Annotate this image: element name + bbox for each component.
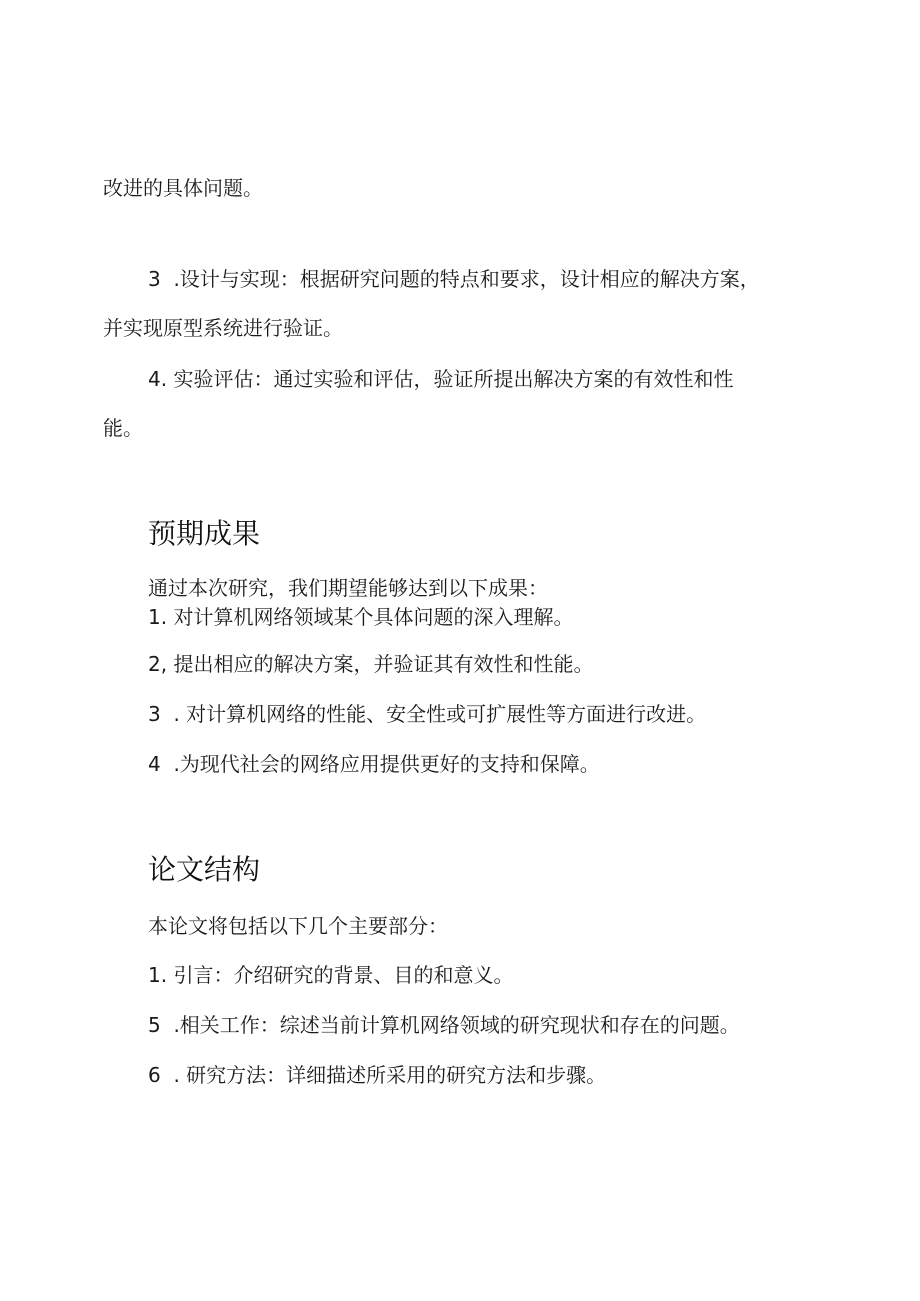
- section-intro: 通过本次研究，我们期望能够达到以下成果：: [148, 576, 548, 600]
- paragraph-line: 改进的具体问题。: [103, 176, 263, 200]
- list-item: 1. 引言：介绍研究的背景、目的和意义。: [148, 963, 514, 987]
- paragraph-line: 能。: [103, 416, 143, 440]
- section-heading-paper-structure: 论文结构: [148, 853, 261, 886]
- list-item: 3 . 对计算机网络的性能、安全性或可扩展性等方面进行改进。: [148, 702, 707, 726]
- paragraph-line: 4. 实验评估：通过实验和评估，验证所提出解决方案的有效性和性: [148, 367, 734, 391]
- list-item: 6 . 研究方法：详细描述所采用的研究方法和步骤。: [148, 1063, 607, 1087]
- paragraph-line: 3 .设计与实现：根据研究问题的特点和要求，设计相应的解决方案，: [148, 267, 760, 291]
- list-item: 5 .相关工作：综述当前计算机网络领域的研究现状和存在的问题。: [148, 1013, 740, 1037]
- list-item: 1. 对计算机网络领域某个具体问题的深入理解。: [148, 605, 574, 629]
- list-item: 2, 提出相应的解决方案，并验证其有效性和性能。: [148, 652, 594, 676]
- list-item: 4 .为现代社会的网络应用提供更好的支持和保障。: [148, 752, 600, 776]
- paragraph-line: 并实现原型系统进行验证。: [103, 316, 343, 340]
- section-intro: 本论文将包括以下几个主要部分：: [148, 914, 448, 938]
- section-heading-expected-results: 预期成果: [148, 517, 261, 550]
